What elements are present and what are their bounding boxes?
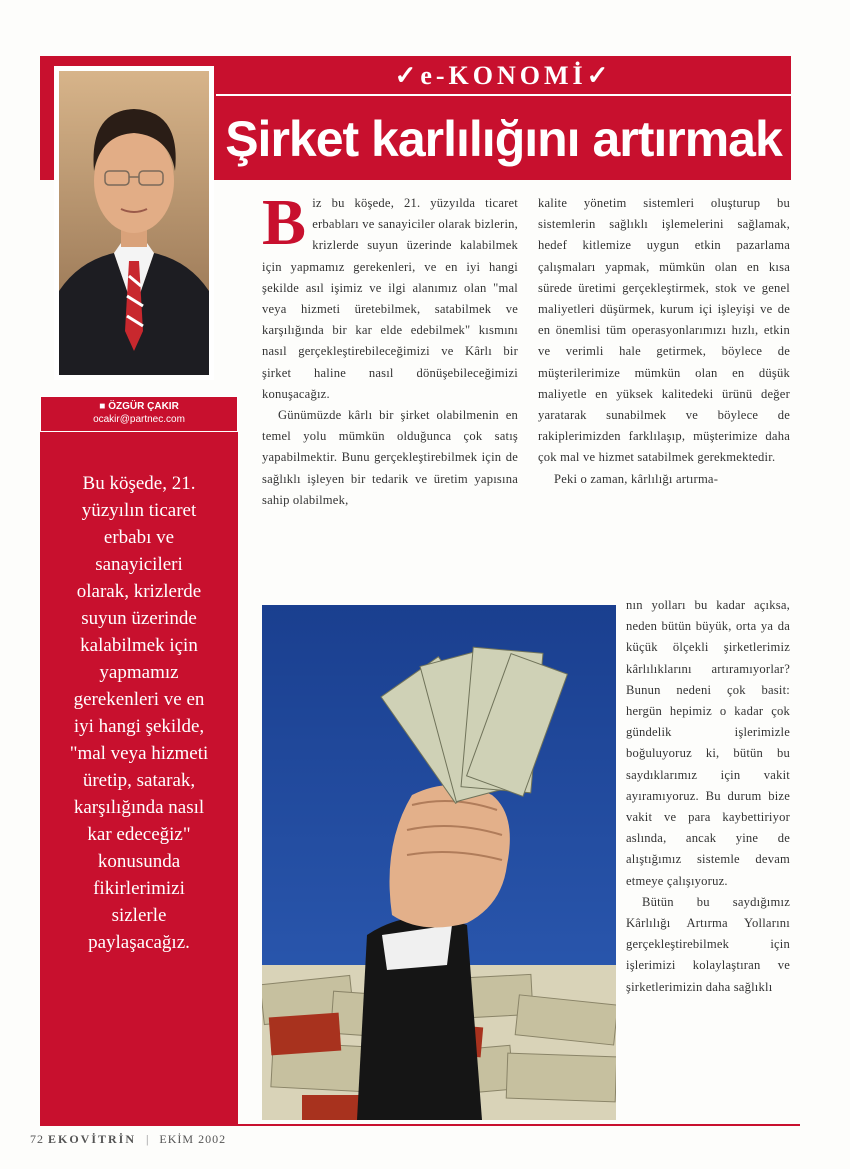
article-paragraph: Günümüzde kârlı bir şirket olabilmenin en temel yolu mümkün olduğunca çok satış yapabilmektir. Bunu gerçekleştirebilmek için de sağlıklı işleyen bir tedarik ve üretim yapısına sahip olabilmek, (262, 408, 518, 507)
header-divider (216, 94, 791, 96)
author-email: ocakir@partnec.com (93, 414, 185, 425)
author-byline (40, 396, 238, 432)
author-name: ■ ÖZGÜR ÇAKIR (41, 401, 237, 412)
drop-cap: B (262, 186, 307, 259)
article-column-2 (538, 193, 790, 490)
issue-date: EKİM 2002 (159, 1132, 227, 1146)
page-footer (30, 1132, 226, 1147)
section-tag: ✓e-KONOMİ✓ (394, 61, 613, 90)
article-column-3 (626, 595, 790, 998)
money-fist-illustration (262, 605, 616, 1120)
footer-rule (40, 1124, 800, 1126)
footer-separator: | (146, 1132, 150, 1146)
magazine-name: EKOVİTRİN (48, 1132, 137, 1146)
author-photo (59, 71, 209, 375)
money-fist-image (262, 605, 616, 1120)
author-portrait-illustration (59, 71, 209, 375)
page-number: 72 (30, 1132, 44, 1146)
article-paragraph: nın yolları bu kadar açıksa, neden bütün büyük, orta ya da küçük ölçekli şirketlerimiz kârlılıklarını artıramıyorlar? Bunun nedeni çok basit: hergün hepimiz o kadar çok gündelik işlerimizle boğuluyoruz ki, bütün bu saydıklarımız için vakit ayıramıyoruz. Bu durum bize vakit ve para kaybettiriyor aslında, ancak yine de alıştığımız sistemle devam etmeye çalışıyoruz. (626, 598, 790, 888)
article-paragraph: Biz bu köşede, 21. yüzyılda ticaret erbabları ve sanayiciler olarak bizlerin, krizlerde suyun üzerinde kalabilmek için yapmamız gerekenleri, ve en iyi hangi şekilde asıl işimiz ve ilgi alanımız olan "mal veya hizmeti üretebilmek, satabilmek ve karşılığında bir kar elde edebilmek" kısmını nasıl gerçekleştirebileceğimizi ve Kârlı bir şirket haline nasıl dönüşebileceğimizi konuşacağız. (262, 186, 518, 401)
article-paragraph: Peki o zaman, kârlılığı artırma- (554, 471, 719, 486)
article-headline: Şirket karlılığını artırmak (225, 111, 782, 167)
article-paragraph: kalite yönetim sistemleri oluşturup bu sistemlerin sağlıklı işlemelerini sağlamak, hedef kitlemize uygun etkin pazarlama çalışmaları yapmak, mümkün olan en kısa sürede üretimi gerçekleştirmek, stok ve genel maliyetleri düşürmek, kurum içi işleyişi ve de en önemlisi tüm operasyonlarımızı hızlı, etkin ve verimli hale getirmek, böylece de müşterilerimize mümkün olan en düşük maliyetle en yüksek kalitedeki ürünü değer yaratarak sunabilmek ve böylece de rakiplerimizden farklılaşıp, müşterimize daha çok mal ve hizmet satabilmek gerekmektedir. (538, 196, 790, 465)
pull-quote: Bu köşede, 21. yüzyılın ticaret erbabı ve sanayicileri olarak, krizlerde suyun üzerinde kalabilmek için yapmamız gerekenleri ve en iyi hangi şekilde, "mal veya hizmeti üretip, satarak, karşılığında nasıl kar edeceğiz" konusunda fikirlerimizi sizlerle paylaşacağız. (69, 473, 209, 953)
article-paragraph: Bütün bu saydığımız Kârlılığı Artırma Yollarını gerçekleştirebilmek için işlerimizi kolaylaştıran ve şirketlerimizin daha sağlıklı (626, 894, 790, 994)
article-column-1 (262, 186, 518, 511)
